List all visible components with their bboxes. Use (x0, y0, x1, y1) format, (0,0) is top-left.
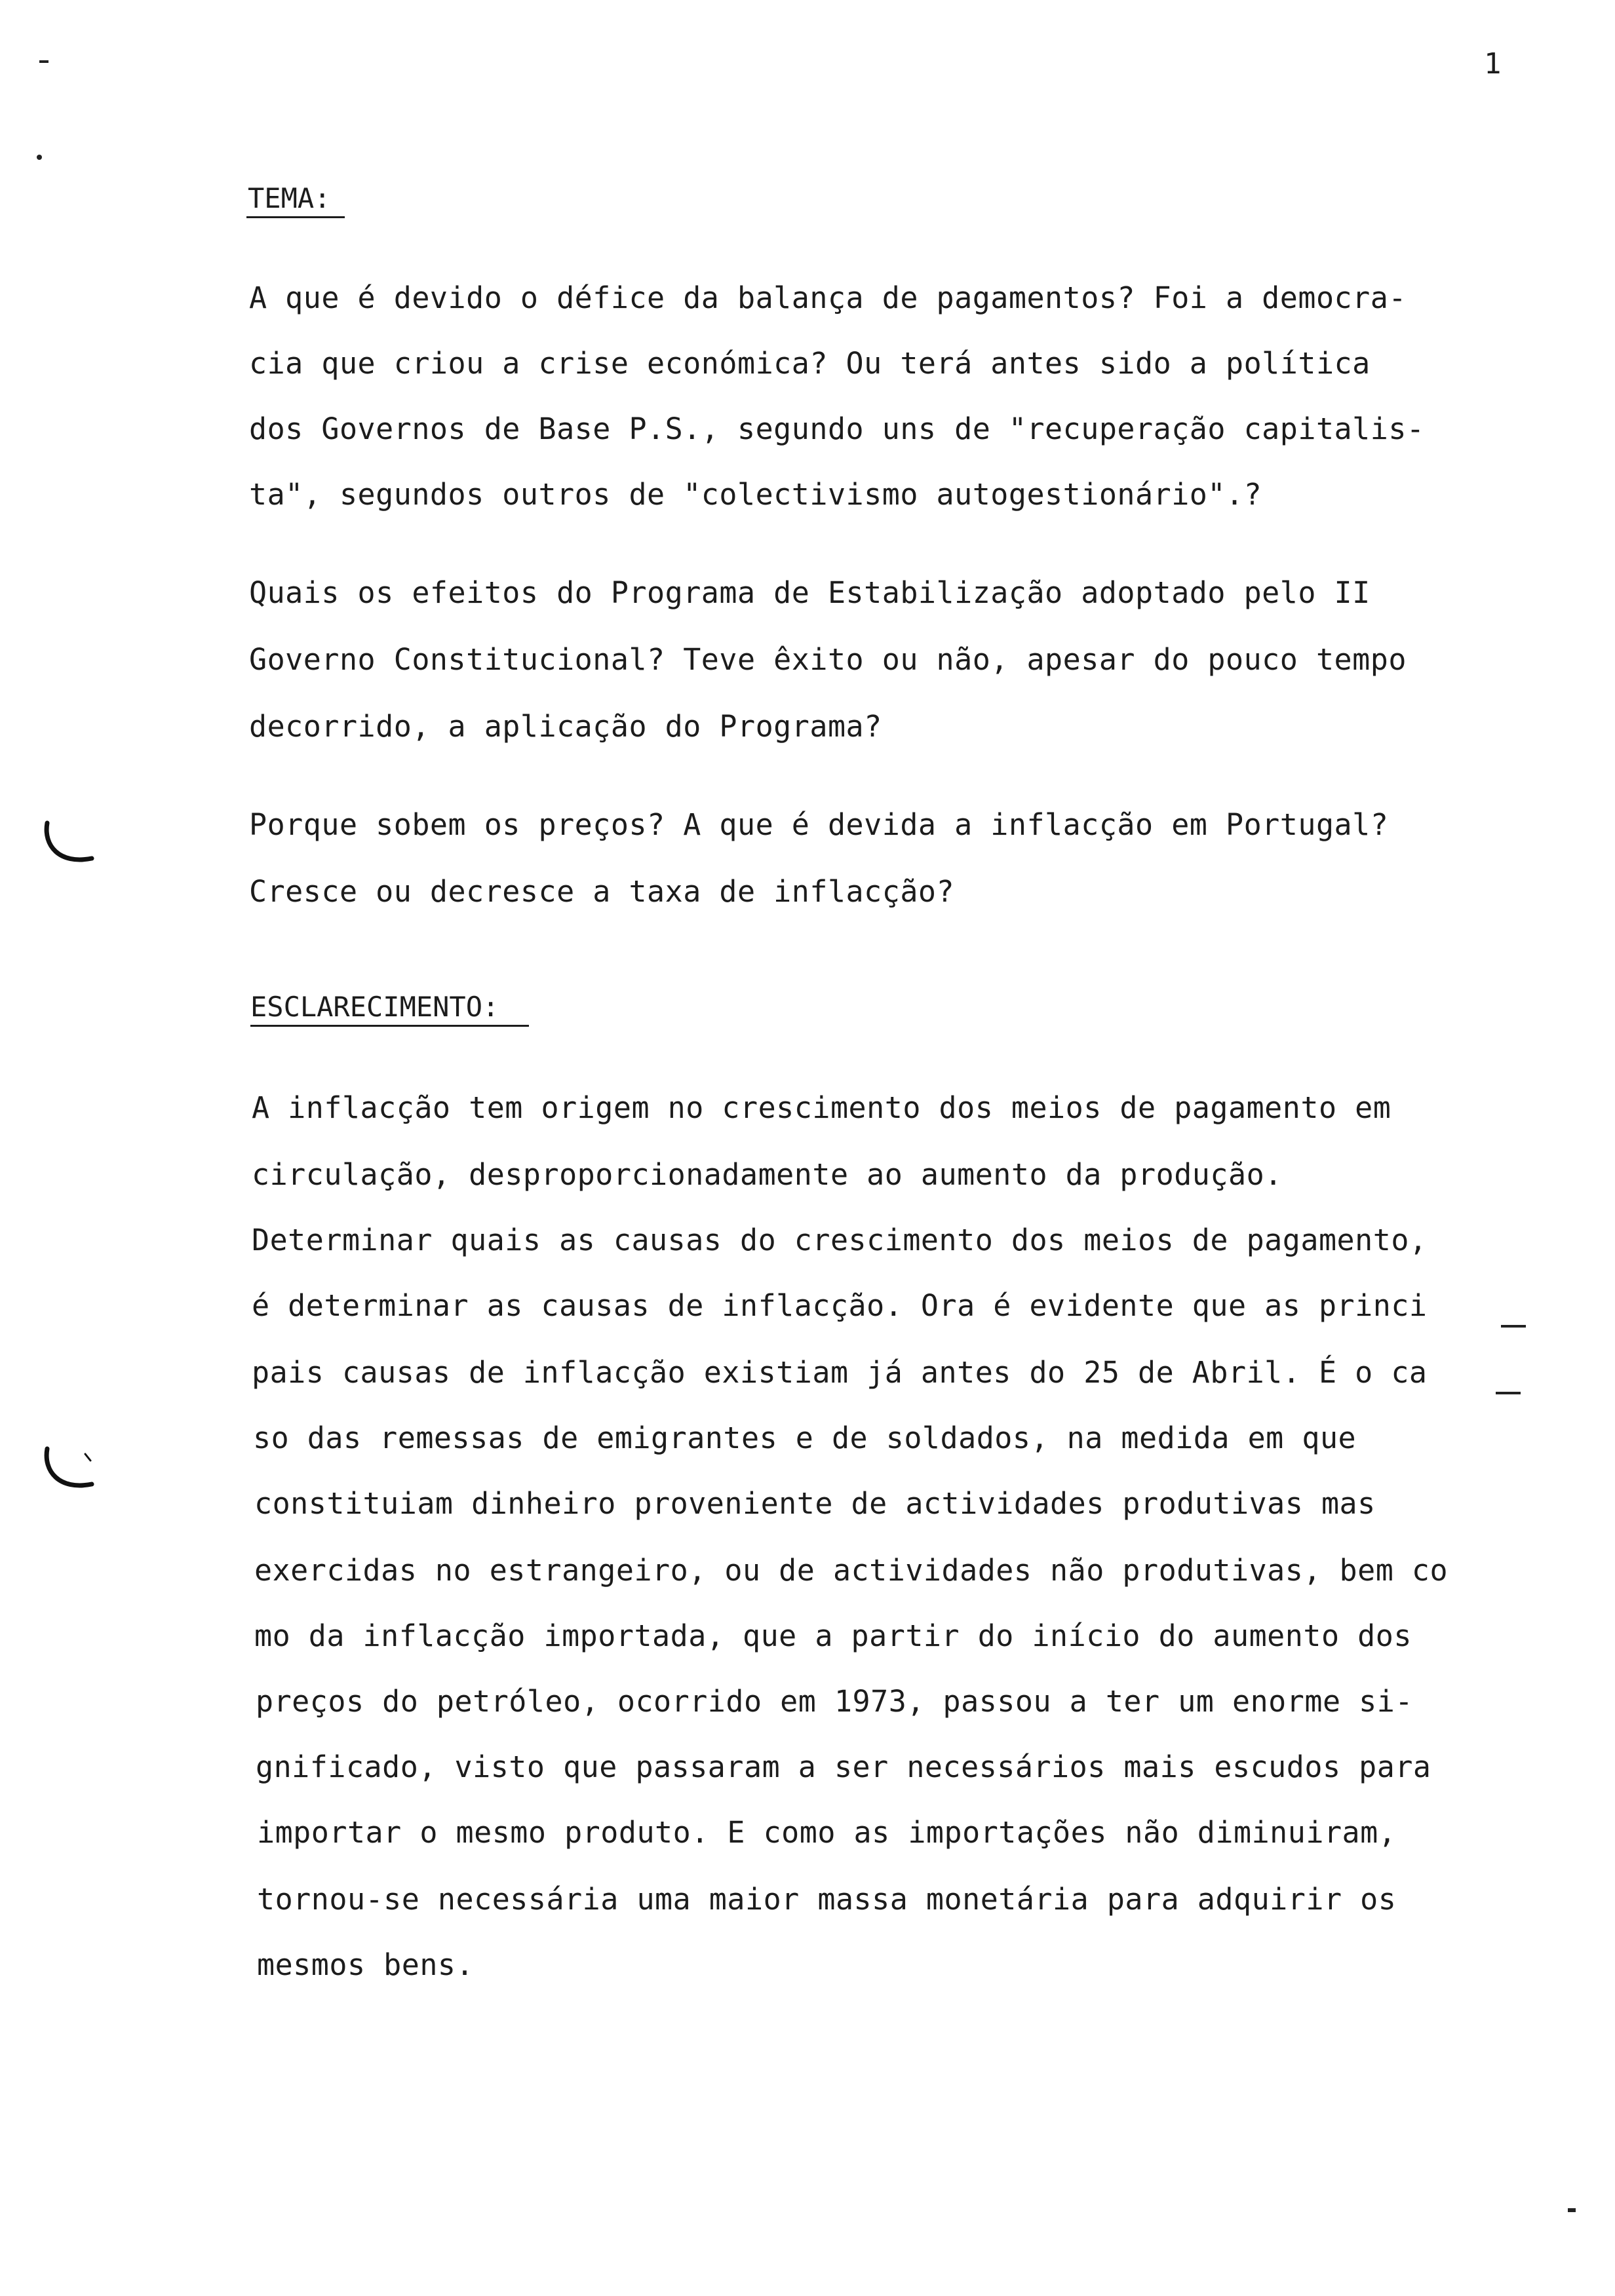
heading-underline-esclarecimento (250, 1025, 529, 1027)
punch-hole-arc-top (39, 819, 98, 871)
hyphen-underscore-mark-1 (1501, 1325, 1526, 1328)
punch-hole-arc-bottom (39, 1445, 98, 1497)
tema-paragraph-3-line-2: Cresce ou decresce a taxa de inflacção? (249, 874, 955, 909)
tema-paragraph-2-line-1: Quais os efeitos do Programa de Estabilização adoptado pelo II (249, 575, 1371, 610)
esclarecimento-line-9: mo da inflacção importada, que a partir do início do aumento dos (254, 1618, 1412, 1653)
stray-edge-mark (1568, 2208, 1576, 2212)
esclarecimento-line-10: preços do petróleo, ocorrido em 1973, passou a ter um enorme si- (256, 1684, 1413, 1719)
esclarecimento-line-13: tornou-se necessária uma maior massa monetária para adquirir os (257, 1882, 1397, 1917)
tema-paragraph-1-line-3: dos Governos de Base P.S., segundo uns de "recuperação capitalis- (249, 411, 1425, 446)
tema-paragraph-1-line-4: ta", segundos outros de "colectivismo autogestionário".? (249, 477, 1262, 512)
esclarecimento-line-2: circulação, desproporcionadamente ao aumento da produção. (252, 1157, 1283, 1192)
esclarecimento-line-5: pais causas de inflacção existiam já antes do 25 de Abril. É o ca (252, 1355, 1428, 1390)
section-heading-tema: TEMA: (248, 182, 331, 214)
esclarecimento-line-1: A inflacção tem origem no crescimento dos meios de pagamento em (252, 1090, 1391, 1125)
tema-paragraph-3-line-1: Porque sobem os preços? A que é devida a inflacção em Portugal? (249, 807, 1389, 842)
esclarecimento-line-14: mesmos bens. (257, 1947, 475, 1982)
page-number: 1 (1484, 47, 1502, 81)
esclarecimento-line-11: gnificado, visto que passaram a ser necessários mais escudos para (256, 1750, 1431, 1784)
section-heading-esclarecimento: ESCLARECIMENTO: (250, 991, 499, 1023)
esclarecimento-line-6: so das remessas de emigrantes e de soldados, na medida em que (253, 1421, 1357, 1455)
esclarecimento-line-7: constituiam dinheiro proveniente de actividades produtivas mas (254, 1486, 1376, 1521)
heading-underline-tema (246, 216, 345, 218)
tema-paragraph-1-line-2: cia que criou a crise económica? Ou terá antes sido a política (249, 346, 1371, 381)
tema-paragraph-2-line-3: decorrido, a aplicação do Programa? (249, 709, 882, 744)
esclarecimento-line-12: importar o mesmo produto. E como as importações não diminuiram, (257, 1815, 1397, 1850)
stray-dot-mark (37, 155, 42, 160)
tema-paragraph-1-line-1: A que é devido o défice da balança de pagamentos? Foi a democra- (249, 280, 1407, 315)
esclarecimento-line-8: exercidas no estrangeiro, ou de actividades não produtivas, bem co (254, 1553, 1449, 1588)
hyphen-underscore-mark-2 (1496, 1392, 1521, 1394)
tema-paragraph-2-line-2: Governo Constitucional? Teve êxito ou não, apesar do pouco tempo (249, 642, 1407, 677)
esclarecimento-line-3: Determinar quais as causas do crescimento dos meios de pagamento, (252, 1223, 1428, 1257)
esclarecimento-line-4: é determinar as causas de inflacção. Ora é evidente que as princi (252, 1288, 1428, 1323)
stray-dash-mark (39, 60, 49, 63)
